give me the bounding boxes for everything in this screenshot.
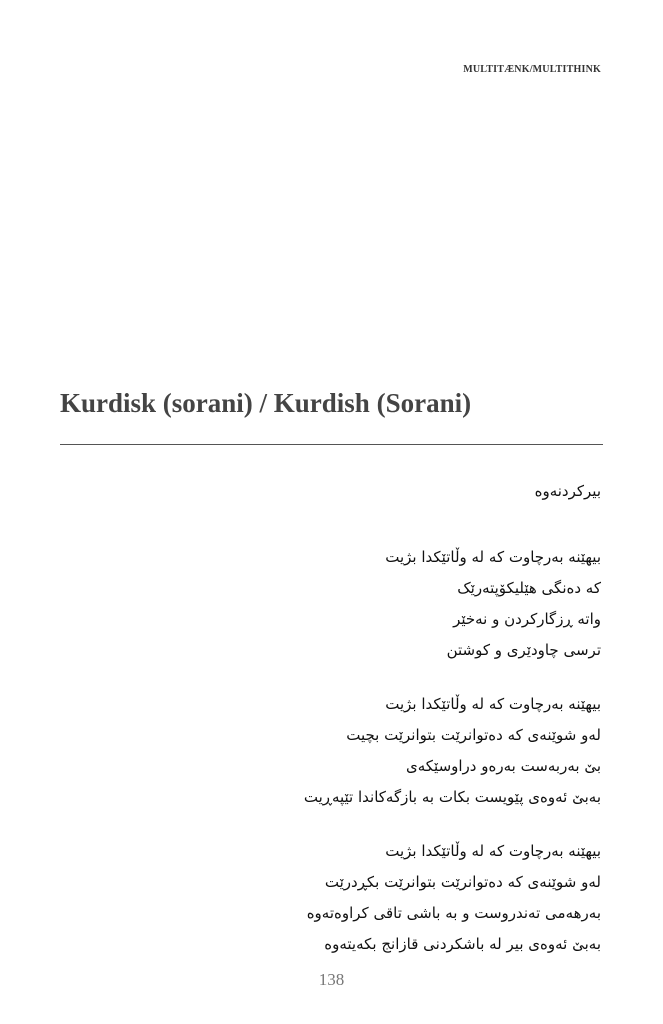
poem-line: لەو شوێنەی کە دەتوانرێت بتوانرێت بکڕدرێت <box>324 873 601 891</box>
poem-line: بەبێ ئەوەی بیر لە باشکردنی قازانج بکەیتەوە <box>324 935 601 953</box>
running-header: MULTITÆNK/MULTITHINK <box>463 64 601 75</box>
poem-line: بیهێنە بەرچاوت کە لە وڵاتێکدا بژیت <box>385 548 601 566</box>
poem-line: ترسی چاودێری و کوشتن <box>446 641 601 659</box>
poem <box>101 476 601 983</box>
poem-stanza-3 <box>101 836 601 960</box>
page-number: 138 <box>318 970 345 989</box>
section-title: Kurdisk (sorani) / Kurdish (Sorani) <box>60 388 472 418</box>
poem-line: بیهێنە بەرچاوت کە لە وڵاتێکدا بژیت <box>385 842 601 860</box>
poem-line: واتە ڕزگارکردن و نەخێر <box>453 610 601 628</box>
poem-line: کە دەنگی هێلیکۆپتەرێک <box>457 579 601 597</box>
poem-line: بەبێ ئەوەی پێویست بکات بە بازگەکاندا تێپەڕیت <box>303 788 601 806</box>
poem-heading: بیرکردنەوە <box>534 482 601 500</box>
poem-line: بیهێنە بەرچاوت کە لە وڵاتێکدا بژیت <box>385 695 601 713</box>
poem-stanza-2 <box>101 689 601 813</box>
poem-line: بەرهەمی تەندروست و بە باشی تاقی کراوەتەوە <box>306 904 601 922</box>
poem-line: بێ بەربەست بەرەو دراوسێکەی <box>405 757 601 775</box>
poem-line: لەو شوێنەی کە دەتوانرێت بتوانرێت بچیت <box>346 726 601 744</box>
title-divider <box>60 444 603 445</box>
poem-stanza-1 <box>101 542 601 666</box>
